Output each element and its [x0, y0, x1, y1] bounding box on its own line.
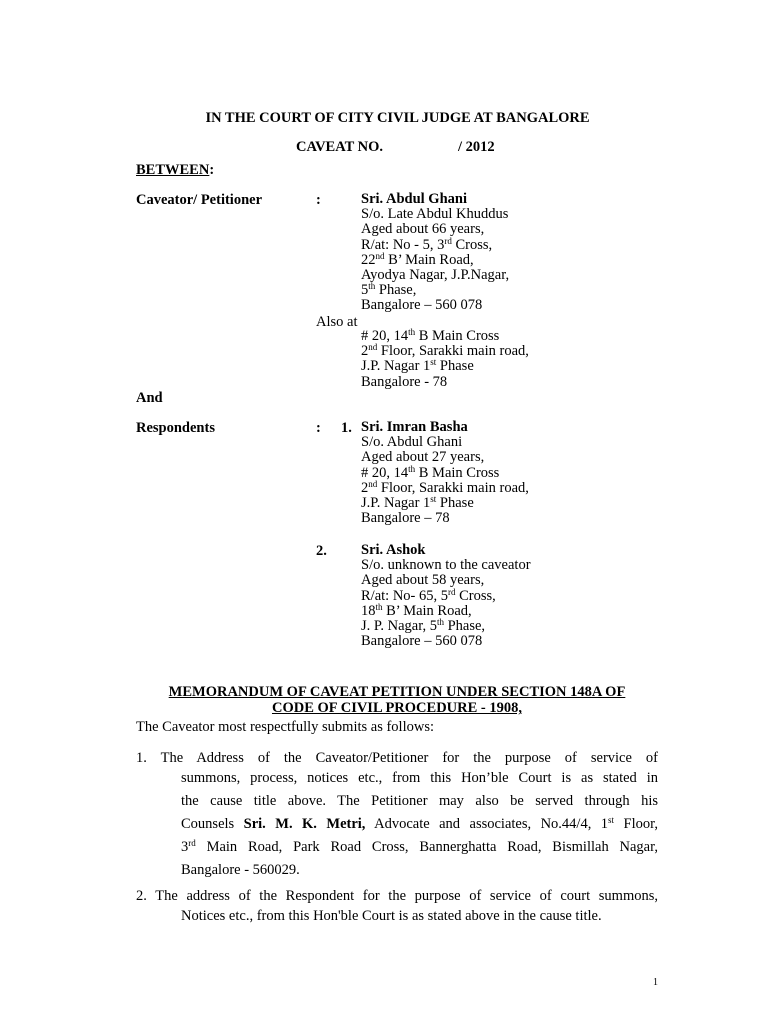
paragraph-1	[136, 750, 658, 882]
caveator-line: R/at: No - 5, 3rd Cross,	[361, 235, 493, 253]
p1-line: Bangalore - 560029.	[181, 862, 300, 878]
respondent-1-number: 1.	[341, 420, 352, 436]
alt-line: 2nd Floor, Sarakki main road,	[361, 342, 529, 360]
intro-text: The Caveator most respectfully submits as follows:	[136, 719, 435, 735]
r2-line: Bangalore – 560 078	[361, 633, 483, 650]
also-at-label: Also at	[316, 314, 358, 330]
p1-line: Counsels Sri. M. K. Metri, Advocate and associates, No.44/4, 1st Floor,	[181, 815, 658, 832]
r2-line: 18th B’ Main Road,	[361, 601, 472, 619]
caveator-line: Aged about 66 years,	[361, 221, 485, 238]
p1-line: summons, process, notices etc., from this Hon’ble Court is as stated in	[181, 770, 658, 786]
caveat-year: / 2012	[458, 139, 495, 155]
caveator-colon: :	[316, 192, 321, 208]
p2-line: 2. The address of the Respondent for the purpose of service of court summons,	[136, 888, 658, 904]
respondents-label: Respondents	[136, 420, 215, 436]
caveator-line: S/o. Late Abdul Khuddus	[361, 206, 509, 223]
respondent-1-address	[361, 420, 529, 526]
caveator-line: Bangalore – 560 078	[361, 297, 483, 314]
r2-line: S/o. unknown to the caveator	[361, 557, 531, 574]
respondent-1-name: Sri. Imran Basha	[361, 419, 468, 435]
caveat-number	[296, 139, 383, 156]
r1-line: J.P. Nagar 1st Phase	[361, 493, 474, 511]
r1-line: Aged about 27 years,	[361, 449, 485, 466]
p1-line: 1. The Address of the Caveator/Petitioner for the purpose of service of	[136, 750, 658, 766]
p1-line: the cause title above. The Petitioner may also be served through his	[181, 793, 658, 809]
caveator-label: Caveator/ Petitioner	[136, 192, 263, 208]
r2-line: Aged about 58 years,	[361, 572, 485, 589]
respondent-2-number: 2.	[316, 543, 327, 559]
alt-line: Bangalore - 78	[361, 373, 448, 390]
p2-line: Notices etc., from this Hon'ble Court is as stated above in the cause title.	[181, 908, 602, 924]
r1-line: 2nd Floor, Sarakki main road,	[361, 478, 529, 496]
r1-line: # 20, 14th B Main Cross	[361, 463, 500, 481]
between-heading	[136, 162, 214, 179]
alt-line: J.P. Nagar 1st Phase	[361, 357, 474, 375]
caveator-line: Ayodya Nagar, J.P.Nagar,	[361, 266, 510, 283]
between-label: BETWEEN	[136, 162, 210, 178]
caveator-line: 22nd B’ Main Road,	[361, 250, 474, 268]
r2-line: J. P. Nagar, 5th Phase,	[361, 616, 486, 634]
r2-line: R/at: No- 65, 5rd Cross,	[361, 586, 496, 604]
respondents-colon: :	[316, 420, 321, 436]
court-title: IN THE COURT OF CITY CIVIL JUDGE AT BANGALORE	[205, 110, 590, 126]
page-number: 1	[653, 977, 658, 988]
caveat-number-label: CAVEAT NO.	[296, 139, 384, 155]
memo-heading-line-1: MEMORANDUM OF CAVEAT PETITION UNDER SECTION 148A OF	[168, 684, 626, 700]
r1-line: S/o. Abdul Ghani	[361, 434, 463, 451]
respondent-2-address	[361, 543, 531, 649]
paragraph-2	[136, 888, 658, 928]
between-colon: :	[209, 162, 215, 178]
caveator-alt-address	[361, 329, 529, 390]
caveator-name: Sri. Abdul Ghani	[361, 191, 467, 207]
and-label: And	[136, 390, 163, 406]
caveator-line: 5th Phase,	[361, 281, 417, 299]
memo-heading-line-2: CODE OF CIVIL PROCEDURE - 1908,	[271, 700, 522, 716]
respondent-2-name: Sri. Ashok	[361, 542, 426, 558]
p1-line: 3rd Main Road, Park Road Cross, Bannerghatta Road, Bismillah Nagar,	[181, 838, 658, 855]
r1-line: Bangalore – 78	[361, 510, 450, 527]
alt-line: # 20, 14th B Main Cross	[361, 327, 500, 344]
caveator-address	[361, 192, 509, 314]
